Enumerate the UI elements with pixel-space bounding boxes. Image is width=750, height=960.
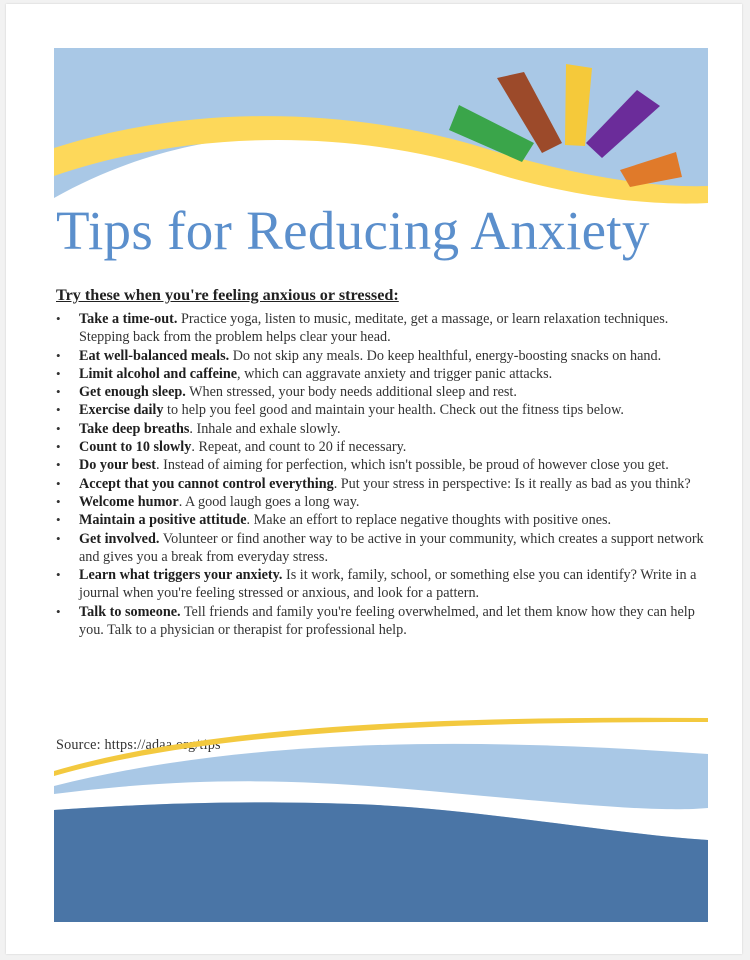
list-item [54, 365, 709, 383]
list-item [54, 310, 709, 347]
tip-text: . Inhale and exhale slowly. [189, 420, 341, 437]
tip-text: When stressed, your body needs additional sleep and rest. [185, 384, 517, 401]
header-banner [54, 48, 708, 218]
list-item [54, 475, 709, 493]
tip-text: Do not skip any meals. Do keep healthful, energy-boosting snacks on hand. [229, 347, 662, 364]
tip-text: Is it work, family, school, or something else you can identify? Write in a journal when you're feeling stressed or anxious, and look for a pattern. [79, 567, 697, 602]
page-title: Tips for Reducing Anxiety [56, 200, 650, 261]
tip-heading: Get enough sleep. [79, 384, 186, 401]
tip-text: . Put your stress in perspective: Is it really as bad as you think? [333, 475, 691, 492]
tip-text: to help you feel good and maintain your health. Check out the fitness tips below. [163, 402, 624, 419]
list-item [54, 456, 709, 474]
tip-heading: Exercise daily [79, 402, 164, 419]
tip-text: . A good laugh goes a long way. [178, 493, 360, 510]
tip-heading: Accept that you cannot control everything [79, 475, 334, 492]
tip-heading: Count to 10 slowly [79, 439, 192, 456]
list-item [54, 493, 709, 511]
tip-text: , which can aggravate anxiety and trigger panic attacks. [237, 365, 553, 382]
list-item [54, 603, 709, 640]
tips-list [54, 310, 709, 639]
tip-text: Practice yoga, listen to music, meditate, get a massage, or learn relaxation techniques. Stepping back from the problem helps clear your head. [79, 311, 669, 346]
tip-heading: Do your best [79, 457, 156, 474]
subtitle: Try these when you're feeling anxious or stressed: [56, 286, 399, 304]
tip-heading: Limit alcohol and caffeine [79, 365, 238, 382]
tip-text: Volunteer or find another way to be active in your community, which creates a support network and gives you a break from everyday stress. [79, 530, 704, 565]
tip-heading: Maintain a positive attitude [79, 512, 247, 529]
list-item [54, 511, 709, 529]
tip-heading: Take deep breaths [79, 420, 190, 437]
tip-text: . Repeat, and count to 20 if necessary. [191, 439, 407, 456]
tip-heading: Learn what triggers your anxiety. [79, 567, 283, 584]
tip-heading: Eat well-balanced meals. [79, 347, 230, 364]
tip-heading: Take a time-out. [79, 311, 178, 327]
list-item [54, 383, 709, 401]
tip-heading: Get involved. [79, 530, 160, 547]
tip-text: Tell friends and family you're feeling overwhelmed, and let them know how they can help you. Talk to a physician or therapist for professional help. [79, 603, 695, 639]
footer-waves [54, 716, 708, 922]
list-item [54, 530, 709, 567]
tip-heading: Welcome humor [79, 493, 179, 510]
source-citation: Source: https://adaa.org/tips [56, 737, 221, 753]
flyer-page [6, 4, 742, 954]
list-item [54, 566, 709, 603]
tip-text: . Instead of aiming for perfection, which isn't possible, be proud of however close you get. [156, 457, 669, 474]
list-item [54, 420, 709, 438]
list-item [54, 438, 709, 456]
list-item [54, 347, 709, 365]
list-item [54, 401, 709, 419]
tip-heading: Talk to someone. [79, 603, 181, 620]
tip-text: . Make an effort to replace negative thoughts with positive ones. [246, 512, 612, 529]
